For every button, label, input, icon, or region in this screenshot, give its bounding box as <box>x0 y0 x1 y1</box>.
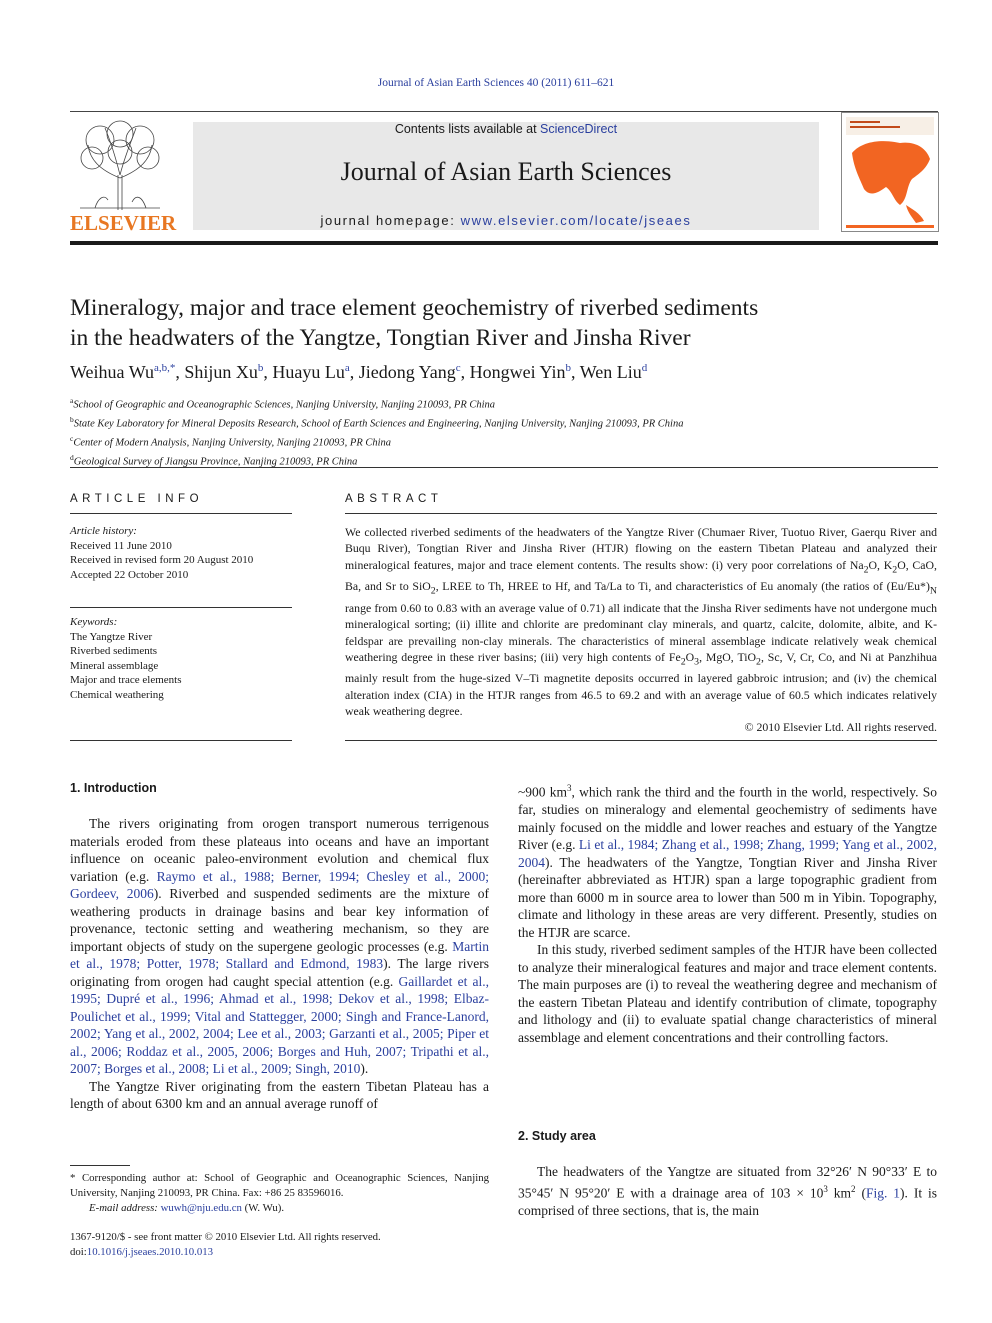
doi-line <box>70 1245 213 1260</box>
divider <box>345 513 937 514</box>
title-line-2: in the headwaters of the Yangtze, Tongtian River and Jinsha River <box>70 325 691 351</box>
abstract-text: We collected riverbed sediments of the headwaters of the Yangtze River (Chumaer River, Tuotuo River, Gaerqu River and Buqu River), Tongtian River and Jinsha River (HTJR) flowing on the eastern Tibetan Plateau and analyzed their mineralogical features, major and trace element contents. The results show: (i) very poor correlations of $Na_2O$, $K_2O$, CaO, Ba, and Sr to SiO$_2$, LREE to Th, HREE to Hf, and Ta/La to Ti, and characteristics of Eu anomaly (the ratios of $(Eu/Eu*)_N$ range from 0.60 to 0.83 with an average value of 0.71) all indicate that the Jinsha River sediments have not undergone much mineralogical sorting; (ii) illite and chlorite are predominant clay minerals, and quartz, calcite, dolomite, albite, and K-feldspar are prevailing non-clay minerals. The characteristics of mineral assemblage indicate relatively weak chemical weathering degree in these river basins; (iii) very high contents of $Fe_2O_3$, MgO, TiO$_2$, Sc, V, Cr, Co, and Ni at Panzhihua mainly result from the huge-sized V–Ti magnetite deposits occurred in layered gabbroic intrusion; and (iv) the chemical alteration index (CIA) in the HTJR ranges from 46.5 to 69.2 and with an average value of 60.5 which indicates relatively weak weathering degree. © 2010 Elsevier Ltd. All rights reserved. <box>345 525 937 735</box>
doi-link[interactable]: 10.1016/j.jseaes.2010.10.013 <box>86 1246 214 1258</box>
article-title <box>70 293 938 353</box>
divider <box>70 513 292 514</box>
author-name: Huayu Lu <box>272 362 345 382</box>
study-area-text: The headwaters of the Yangtze are situated from 32°26′ N 90°33′ E to 35°45′ N 95°20′ E with a drainage area of $103 \times 10^3$ $km^2$ (Fig. 1). It is comprised of three sections, that is, the main <box>518 1164 937 1218</box>
history-item: Accepted 22 October 2010 <box>70 568 189 581</box>
author-name: Shijun Xu <box>184 362 258 382</box>
author-affil-link[interactable]: a <box>344 362 350 374</box>
author-name: Hongwei Yin <box>469 362 566 382</box>
keyword: The Yangtze River <box>70 630 153 643</box>
keywords-block <box>70 615 292 702</box>
affil-mark: b <box>70 414 74 424</box>
affil-mark: c <box>70 433 74 443</box>
keywords-label: Keywords: <box>70 616 118 628</box>
corresponding-author-note: * Corresponding author at: School of Geographic and Oceanographic Sciences, Nanjing University, Nanjing 210093, PR China. Fax: +86 25 83596016. <box>70 1172 489 1199</box>
keyword: Chemical weathering <box>70 688 164 701</box>
doi-prefix: doi: <box>70 1246 87 1258</box>
author-list: Weihua $Wu^{a,b,*}$, Shijun Xu$^b$, Huayu Lu$^a$, Jiedong Yang$^c$, Hongwei Yin$^b$, Wen Liu$^d$ <box>70 362 648 382</box>
affiliation-list <box>70 394 683 470</box>
publisher-logo-text: ELSEVIER <box>70 211 177 235</box>
masthead-rule <box>70 111 938 112</box>
affil-text: State Key Laboratory for Mineral Deposits Research, School of Earth Sciences and Engineering, Nanjing University, Nanjing 210093, PR China <box>73 418 684 430</box>
author-name: Wen Liu <box>579 362 642 382</box>
author-affil-link[interactable]: b <box>257 362 264 374</box>
study-area-heading: 2. Study area <box>518 1129 596 1143</box>
introduction-heading: 1. Introduction <box>70 781 157 795</box>
contents-prefix: Contents lists available at <box>394 122 541 136</box>
affil-mark: a <box>70 396 74 405</box>
email-link[interactable]: wuwh@nju.edu.cn <box>160 1202 242 1214</box>
author-affil-link[interactable]: d <box>641 362 648 374</box>
author-affil-link[interactable]: b <box>565 362 571 374</box>
affiliation <box>70 432 683 451</box>
author-name: Weihua Wu <box>70 362 154 382</box>
divider <box>70 467 938 468</box>
affil-mark: d <box>70 452 74 462</box>
homepage-link[interactable]: www.elsevier.com/locate/jseaes <box>460 213 692 228</box>
divider <box>70 740 292 741</box>
email-suffix: (W. Wu). <box>244 1202 285 1214</box>
keyword: Riverbed sediments <box>70 645 158 657</box>
keyword: Mineral assemblage <box>70 659 159 672</box>
affil-text: Geological Survey of Jiangsu Province, Nanjing 210093, PR China <box>73 456 358 468</box>
keyword: Major and trace elements <box>70 674 182 686</box>
divider <box>345 740 937 741</box>
issn-line: 1367-9120/$ - see front matter © 2010 Elsevier Ltd. All rights reserved. <box>70 1231 381 1243</box>
masthead-thick-rule <box>70 241 938 245</box>
journal-cover-thumbnail <box>841 112 939 232</box>
sciencedirect-link[interactable]: ScienceDirect <box>540 122 618 136</box>
history-label: Article history: <box>70 525 137 537</box>
homepage-prefix: journal homepage: <box>320 213 461 228</box>
abstract-heading: ABSTRACT <box>345 493 443 505</box>
introduction-text: The rivers originating from orogen transport numerous terrigenous materials eroded from these plateaus into oceans and have an important influence on oceanic paleo-environment evolution and chemical flux variation (e.g. Raymo et al., 1988; Berner, 1994; Chesley et al., 2000; Gordeev, 2006). Riverbed and suspended sediments are the mixture of weathering products in drainage basins and bear key information of provenance, tectonic setting and weathering mechanism, so they are important objects of study on the supergene geologic processes (e.g. Martin et al., 1978; Potter, 1978; Stallard and Edmond, 1983). The large rivers originating from orogen had caught special attention (e.g. Gaillardet et al., 1995; Dupré et al., 1996; Ahmad et al., 1998; Dekov et al., 1998; Elbaz-Poulichet et al., 1999; Vital and Stattegger, 2000; Singh and France-Lanord, 2002; Yang et al., 2002, 2004; Lee et al., 2003; Garzanti et al., 2005; Piper et al., 2006; Roddaz et al., 2005, 2006; Borges and Huh, 2007; Tripathi et al., 2007; Borges et al., 2008; Li et al., 2009; Singh, 2010). The Yangtze River originating from the eastern Tibetan Plateau has a length of about 6300 km and an annual average runoff of <box>70 816 489 1111</box>
affiliation <box>70 413 683 432</box>
footnotes <box>70 1171 489 1216</box>
footnote-rule <box>70 1165 130 1166</box>
author-affil-link[interactable]: a,b,* <box>153 362 176 374</box>
divider <box>70 607 292 608</box>
author-name: Jiedong Yang <box>358 362 456 382</box>
article-info-heading: ARTICLE INFO <box>70 493 204 505</box>
email-label: E-mail address: <box>89 1202 158 1214</box>
journal-name: Journal of Asian Earth Sciences <box>340 157 672 186</box>
copyright: © 2010 Elsevier Ltd. All rights reserved. <box>744 720 937 735</box>
article-history <box>70 524 292 582</box>
journal-citation[interactable]: Journal of Asian Earth Sciences 40 (2011) 611–621 <box>377 77 615 89</box>
affil-text: Center of Modern Analysis, Nanjing University, Nanjing 210093, PR China <box>73 437 392 449</box>
contents-line <box>193 122 819 136</box>
journal-homepage <box>193 213 819 228</box>
introduction-text-continued: ~900 $km^3$, which rank the third and the fourth in the world, respectively. So far, studies on mineralogy and elemental geochemistry of sediments have mainly focused on the middle and lower reaches and estuary of the Yangtze River (e.g. Li et al., 1984; Zhang et al., 1998; Zhang, 1999; Yang et al., 2002, 2004). The headwaters of the Yangtze, Tongtian River and Jinsha River (hereinafter abbreviated as HTJR) span a large topographic gradient from more than 6000 m in source area to lower than 500 m in Yibin. Topography, climate and lithology in these areas are very different. Presently, studies on the HTJR are scarce. In this study, riverbed sediment samples of the HTJR have been collected to analyze their mineralogical features and major and trace element contents. The main purposes are (i) to reveal the weathering degree and mechanism of the eastern Tibetan Plateau and identify contribution of climate, topography and lithology and (ii) to evaluate spatial change characteristics of mineral assemblage and element concentrations and their controlling factors. <box>518 783 937 1045</box>
history-item: Received 11 June 2010 <box>70 539 172 552</box>
author-affil-link[interactable]: c <box>455 362 461 374</box>
title-line-1: Mineralogy, major and trace element geochemistry of riverbed sediments <box>70 295 759 321</box>
history-item: Received in revised form 20 August 2010 <box>70 554 254 566</box>
affil-text: School of Geographic and Oceanographic Sciences, Nanjing University, Nanjing 210093, PR China <box>73 399 496 411</box>
affiliation <box>70 394 683 413</box>
